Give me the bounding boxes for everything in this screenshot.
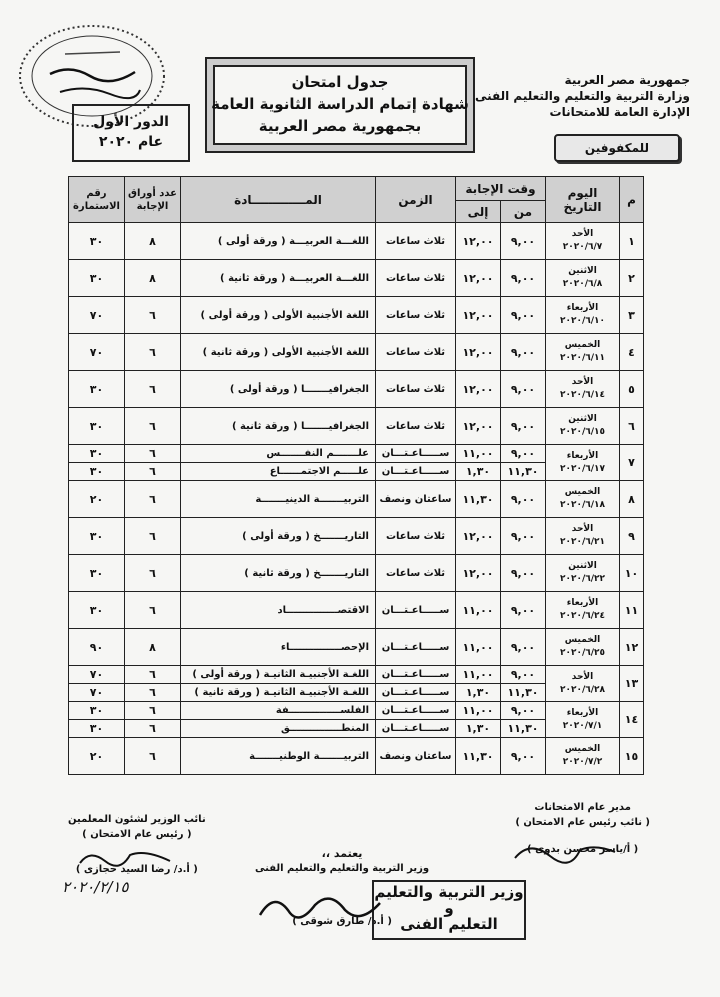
duration: ثلاث ساعات xyxy=(376,334,456,371)
time-from: ٩,٠٠ xyxy=(501,629,546,666)
col-header-duration: الزمن xyxy=(376,177,456,223)
answer-sheets: ٨ xyxy=(125,223,181,260)
form-number: ٣٠ xyxy=(69,408,125,445)
header-line: وزارة التربية والتعليم والتعليم الفنى xyxy=(474,89,690,103)
form-number: ٣٠ xyxy=(69,702,125,720)
row-number: ١١ xyxy=(620,592,644,629)
day-label: الاثنين xyxy=(568,414,597,424)
form-number: ٧٠ xyxy=(69,334,125,371)
day-label: الأربعاء xyxy=(566,707,599,718)
table-row xyxy=(69,518,644,555)
answer-sheets: ٦ xyxy=(125,334,181,371)
table-row xyxy=(69,555,644,592)
seal-line: و xyxy=(444,899,454,917)
form-number: ٣٠ xyxy=(69,518,125,555)
date-label: ٢٠٢٠/٦/٨ xyxy=(562,279,603,289)
time-from: ٩,٠٠ xyxy=(501,371,546,408)
subject: اللغـــة العربيـــة ( ورقة ثانية ) xyxy=(181,260,376,297)
form-number: ٣٠ xyxy=(69,720,125,738)
day-date-cell xyxy=(546,223,620,260)
answer-sheets: ٦ xyxy=(125,518,181,555)
day-label: الأحد xyxy=(571,377,594,387)
subject: علـــــــم النفـــــــس xyxy=(181,445,376,463)
row-number: ١ xyxy=(620,223,644,260)
col-header-m: م xyxy=(620,177,644,223)
signatory-name: ( أ.د/ رضا السيد حجازى ) xyxy=(75,864,198,875)
form-number: ٩٠ xyxy=(69,629,125,666)
duration: ســـــاعـتـــان xyxy=(376,702,456,720)
minister-seal xyxy=(372,880,526,940)
date-label: ٢٠٢٠/٧/١ xyxy=(562,720,603,731)
row-number: ٦ xyxy=(620,408,644,445)
time-from: ٩,٠٠ xyxy=(501,592,546,629)
row-number: ٢ xyxy=(620,260,644,297)
subject: اللغة الأجنبية الأولى ( ورقة ثانية ) xyxy=(181,334,376,371)
subject: التربيـــــــة الوطنيـــــــة xyxy=(181,738,376,775)
answer-sheets: ٦ xyxy=(125,297,181,334)
table-row xyxy=(69,445,644,463)
signature-left xyxy=(75,845,175,873)
table-row xyxy=(69,297,644,334)
duration: ســـــاعـتـــان xyxy=(376,463,456,481)
time-to: ١١,٠٠ xyxy=(456,702,501,720)
table-row xyxy=(69,629,644,666)
answer-sheets: ٦ xyxy=(125,720,181,738)
duration: ســـــاعـتـــان xyxy=(376,445,456,463)
year-label: عام ٢٠٢٠ xyxy=(98,134,164,150)
row-number: ١٤ xyxy=(620,702,644,738)
duration: ساعتان ونصف xyxy=(376,481,456,518)
time-to: ١١,٠٠ xyxy=(456,445,501,463)
subject: علـــــم الاجتمــــــاع xyxy=(181,463,376,481)
time-from: ١١,٣٠ xyxy=(501,463,546,481)
form-number: ٣٠ xyxy=(69,371,125,408)
time-to: ١٢,٠٠ xyxy=(456,408,501,445)
duration: ســـــاعـتـــان xyxy=(376,666,456,684)
signatory-name: ( أ/ياسر محسن بدوى ) xyxy=(527,844,639,855)
approver-title: وزير التربية والتعليم والتعليم الفنى xyxy=(255,863,430,874)
row-number: ٧ xyxy=(620,445,644,481)
row-number: ٨ xyxy=(620,481,644,518)
table-row xyxy=(69,702,644,720)
day-label: الأربعاء xyxy=(566,598,599,608)
time-to: ١٢,٠٠ xyxy=(456,518,501,555)
subject: الإحصـــــــــــــــاء xyxy=(181,629,376,666)
day-date-cell xyxy=(546,371,620,408)
form-number: ٣٠ xyxy=(69,592,125,629)
day-date-cell xyxy=(546,260,620,297)
day-label: الأحد xyxy=(571,671,594,682)
answer-sheets: ٦ xyxy=(125,463,181,481)
duration: ثلاث ساعات xyxy=(376,518,456,555)
day-label: الخميس xyxy=(564,744,601,754)
header-line: الإدارة العامة للامتحانات xyxy=(549,105,690,119)
ministry-header xyxy=(474,72,690,120)
time-from: ٩,٠٠ xyxy=(501,408,546,445)
time-from: ٩,٠٠ xyxy=(501,666,546,684)
col-header-date: التاريخ xyxy=(563,199,602,214)
subject: التاريـــــــخ ( ورقة ثانية ) xyxy=(181,555,376,592)
col-header-sheets: عدد أوراق الإجابة xyxy=(125,177,181,223)
answer-sheets: ٨ xyxy=(125,260,181,297)
table-row xyxy=(69,592,644,629)
time-from: ٩,٠٠ xyxy=(501,702,546,720)
time-from: ٩,٠٠ xyxy=(501,297,546,334)
time-from: ٩,٠٠ xyxy=(501,223,546,260)
duration: ســـــاعـتـــان xyxy=(376,592,456,629)
time-to: ١,٣٠ xyxy=(456,684,501,702)
day-label: الأربعاء xyxy=(566,303,599,313)
day-date-cell xyxy=(546,481,620,518)
day-date-cell xyxy=(546,666,620,702)
form-number: ٧٠ xyxy=(69,297,125,334)
form-number: ٣٠ xyxy=(69,555,125,592)
time-from: ٩,٠٠ xyxy=(501,445,546,463)
table-row xyxy=(69,334,644,371)
date-label: ٢٠٢٠/٦/٢٥ xyxy=(559,648,606,658)
col-header-subject: المـــــــــــــادة xyxy=(181,177,376,223)
col-header-to: إلى xyxy=(456,201,501,223)
duration: ســـــاعـتـــان xyxy=(376,720,456,738)
date-label: ٢٠٢٠/٦/١٧ xyxy=(559,463,606,474)
day-date-cell xyxy=(546,297,620,334)
answer-sheets: ٦ xyxy=(125,408,181,445)
date-label: ٢٠٢٠/٦/١٠ xyxy=(559,316,606,326)
time-to: ١٢,٠٠ xyxy=(456,223,501,260)
day-label: الخميس xyxy=(564,340,601,350)
col-header-form: رقم الاستمارة xyxy=(69,177,125,223)
day-date-cell xyxy=(546,629,620,666)
subject: الجغرافيـــــــا ( ورقة أولى ) xyxy=(181,371,376,408)
signatory-role: ( رئيس عام الامتحان ) xyxy=(82,829,192,840)
time-from: ٩,٠٠ xyxy=(501,518,546,555)
time-from: ٩,٠٠ xyxy=(501,334,546,371)
title-line: بجمهورية مصر العربية xyxy=(258,117,422,135)
time-to: ١١,٠٠ xyxy=(456,666,501,684)
date-label: ٢٠٢٠/٧/٢ xyxy=(562,757,603,767)
date-label: ٢٠٢٠/٦/١٨ xyxy=(559,500,606,510)
day-date-cell xyxy=(546,592,620,629)
time-to: ١٢,٠٠ xyxy=(456,334,501,371)
signature-center xyxy=(255,885,385,935)
subject: الجغرافيـــــــا ( ورقة ثانية ) xyxy=(181,408,376,445)
time-from: ١١,٣٠ xyxy=(501,720,546,738)
day-label: الخميس xyxy=(564,487,601,497)
subject: الفلســـــــــــــــفة xyxy=(181,702,376,720)
row-number: ٤ xyxy=(620,334,644,371)
duration: ثلاث ساعات xyxy=(376,223,456,260)
day-label: الأحد xyxy=(571,229,594,239)
date-label: ٢٠٢٠/٦/٧ xyxy=(562,242,603,252)
date-label: ٢٠٢٠/٦/٢٤ xyxy=(559,611,606,621)
handwritten-date: ٢٠٢٠/٢/١٥ xyxy=(62,878,129,896)
table-row xyxy=(69,260,644,297)
form-number: ٢٠ xyxy=(69,738,125,775)
form-number: ٢٠ xyxy=(69,481,125,518)
day-date-cell xyxy=(546,702,620,738)
day-date-cell xyxy=(546,738,620,775)
time-to: ١,٣٠ xyxy=(456,463,501,481)
row-number: ٥ xyxy=(620,371,644,408)
day-label: الأربعاء xyxy=(566,450,599,461)
date-label: ٢٠٢٠/٦/٢٢ xyxy=(559,574,606,584)
date-label: ٢٠٢٠/٦/٢١ xyxy=(559,537,606,547)
row-number: ١٢ xyxy=(620,629,644,666)
round-label: الدور الأول xyxy=(93,114,169,130)
day-date-cell xyxy=(546,555,620,592)
form-number: ٣٠ xyxy=(69,463,125,481)
answer-sheets: ٦ xyxy=(125,684,181,702)
subject: اللغة الأجنبية الأولى ( ورقة أولى ) xyxy=(181,297,376,334)
header-line: جمهورية مصر العربية xyxy=(564,73,690,87)
col-header-from: من xyxy=(501,201,546,223)
time-to: ١٢,٠٠ xyxy=(456,555,501,592)
seal-line: التعليم الفنى xyxy=(400,915,498,933)
subject: المنطـــــــــــــــق xyxy=(181,720,376,738)
answer-sheets: ٦ xyxy=(125,555,181,592)
time-to: ١١,٣٠ xyxy=(456,738,501,775)
col-header-day: اليوم xyxy=(567,185,598,200)
time-to: ١١,٣٠ xyxy=(456,481,501,518)
subject: الاقتصـــــــــــــــاد xyxy=(181,592,376,629)
day-label: الخميس xyxy=(564,635,601,645)
form-number: ٣٠ xyxy=(69,445,125,463)
signatory-title: مدير عام الامتحانات xyxy=(534,802,631,813)
row-number: ٩ xyxy=(620,518,644,555)
duration: ثلاث ساعات xyxy=(376,408,456,445)
row-number: ١٣ xyxy=(620,666,644,702)
signatory-role: ( نائب رئيس عام الامتحان ) xyxy=(515,817,650,828)
approval-label: يعتمد ،، xyxy=(321,847,363,860)
table-row xyxy=(69,738,644,775)
table-row xyxy=(69,223,644,260)
duration: ســـــاعـتـــان xyxy=(376,629,456,666)
day-date-cell xyxy=(546,518,620,555)
answer-sheets: ٨ xyxy=(125,629,181,666)
seal-line: وزير التربية والتعليم xyxy=(374,883,524,901)
subject: التاريـــــــخ ( ورقة أولى ) xyxy=(181,518,376,555)
signatory-title: نائب الوزير لشئون المعلمين xyxy=(68,814,206,825)
day-label: الأحد xyxy=(571,524,594,534)
subject: اللغـة الأجنبيـة الثانيـة ( ورقة أولى ) xyxy=(181,666,376,684)
time-to: ١٢,٠٠ xyxy=(456,297,501,334)
date-label: ٢٠٢٠/٦/١٥ xyxy=(559,427,606,437)
table-row xyxy=(69,371,644,408)
signature-right xyxy=(510,838,620,868)
duration: ثلاث ساعات xyxy=(376,260,456,297)
exam-round-box xyxy=(72,104,190,162)
table-row xyxy=(69,408,644,445)
duration: ســـــاعـتـــان xyxy=(376,684,456,702)
time-to: ١٢,٠٠ xyxy=(456,260,501,297)
duration: ثلاث ساعات xyxy=(376,297,456,334)
form-number: ٧٠ xyxy=(69,684,125,702)
time-to: ١٢,٠٠ xyxy=(456,371,501,408)
day-label: الاثنين xyxy=(568,266,597,276)
form-number: ٣٠ xyxy=(69,260,125,297)
answer-sheets: ٦ xyxy=(125,666,181,684)
time-to: ١,٣٠ xyxy=(456,720,501,738)
time-from: ٩,٠٠ xyxy=(501,738,546,775)
day-date-cell xyxy=(546,334,620,371)
answer-sheets: ٦ xyxy=(125,445,181,463)
audience-tag: للمكفوفين xyxy=(554,134,680,162)
duration: ساعتان ونصف xyxy=(376,738,456,775)
table-row xyxy=(69,481,644,518)
form-number: ٣٠ xyxy=(69,223,125,260)
day-label: الاثنين xyxy=(568,561,597,571)
row-number: ٣ xyxy=(620,297,644,334)
duration: ثلاث ساعات xyxy=(376,371,456,408)
subject: التربيـــــــة الدينيـــــــة xyxy=(181,481,376,518)
title-line: شهادة إتمام الدراسة الثانوية العامة xyxy=(211,95,469,113)
day-date-cell xyxy=(546,445,620,481)
form-number: ٧٠ xyxy=(69,666,125,684)
answer-sheets: ٦ xyxy=(125,592,181,629)
subject: اللغـــة العربيـــة ( ورقة أولى ) xyxy=(181,223,376,260)
time-to: ١١,٠٠ xyxy=(456,592,501,629)
time-from: ٩,٠٠ xyxy=(501,555,546,592)
answer-sheets: ٦ xyxy=(125,481,181,518)
date-label: ٢٠٢٠/٦/٢٨ xyxy=(559,684,606,695)
col-header-time: وقت الإجابة xyxy=(456,177,546,201)
subject: اللغـة الأجنبيـة الثانيـة ( ورقة ثانية ) xyxy=(181,684,376,702)
row-number: ١٥ xyxy=(620,738,644,775)
answer-sheets: ٦ xyxy=(125,702,181,720)
approver-name: ( أ.د/ طارق شوقى ) xyxy=(292,916,392,927)
date-label: ٢٠٢٠/٦/١٤ xyxy=(559,390,606,400)
exam-schedule-table xyxy=(68,176,644,775)
date-label: ٢٠٢٠/٦/١١ xyxy=(559,353,606,363)
document-title xyxy=(205,57,475,153)
time-from: ١١,٣٠ xyxy=(501,684,546,702)
answer-sheets: ٦ xyxy=(125,738,181,775)
answer-sheets: ٦ xyxy=(125,371,181,408)
table-row xyxy=(69,666,644,684)
time-to: ١١,٠٠ xyxy=(456,629,501,666)
time-from: ٩,٠٠ xyxy=(501,481,546,518)
duration: ثلاث ساعات xyxy=(376,555,456,592)
time-from: ٩,٠٠ xyxy=(501,260,546,297)
col-header-day-date xyxy=(546,177,620,223)
title-line: جدول امتحان xyxy=(291,73,389,91)
row-number: ١٠ xyxy=(620,555,644,592)
day-date-cell xyxy=(546,408,620,445)
